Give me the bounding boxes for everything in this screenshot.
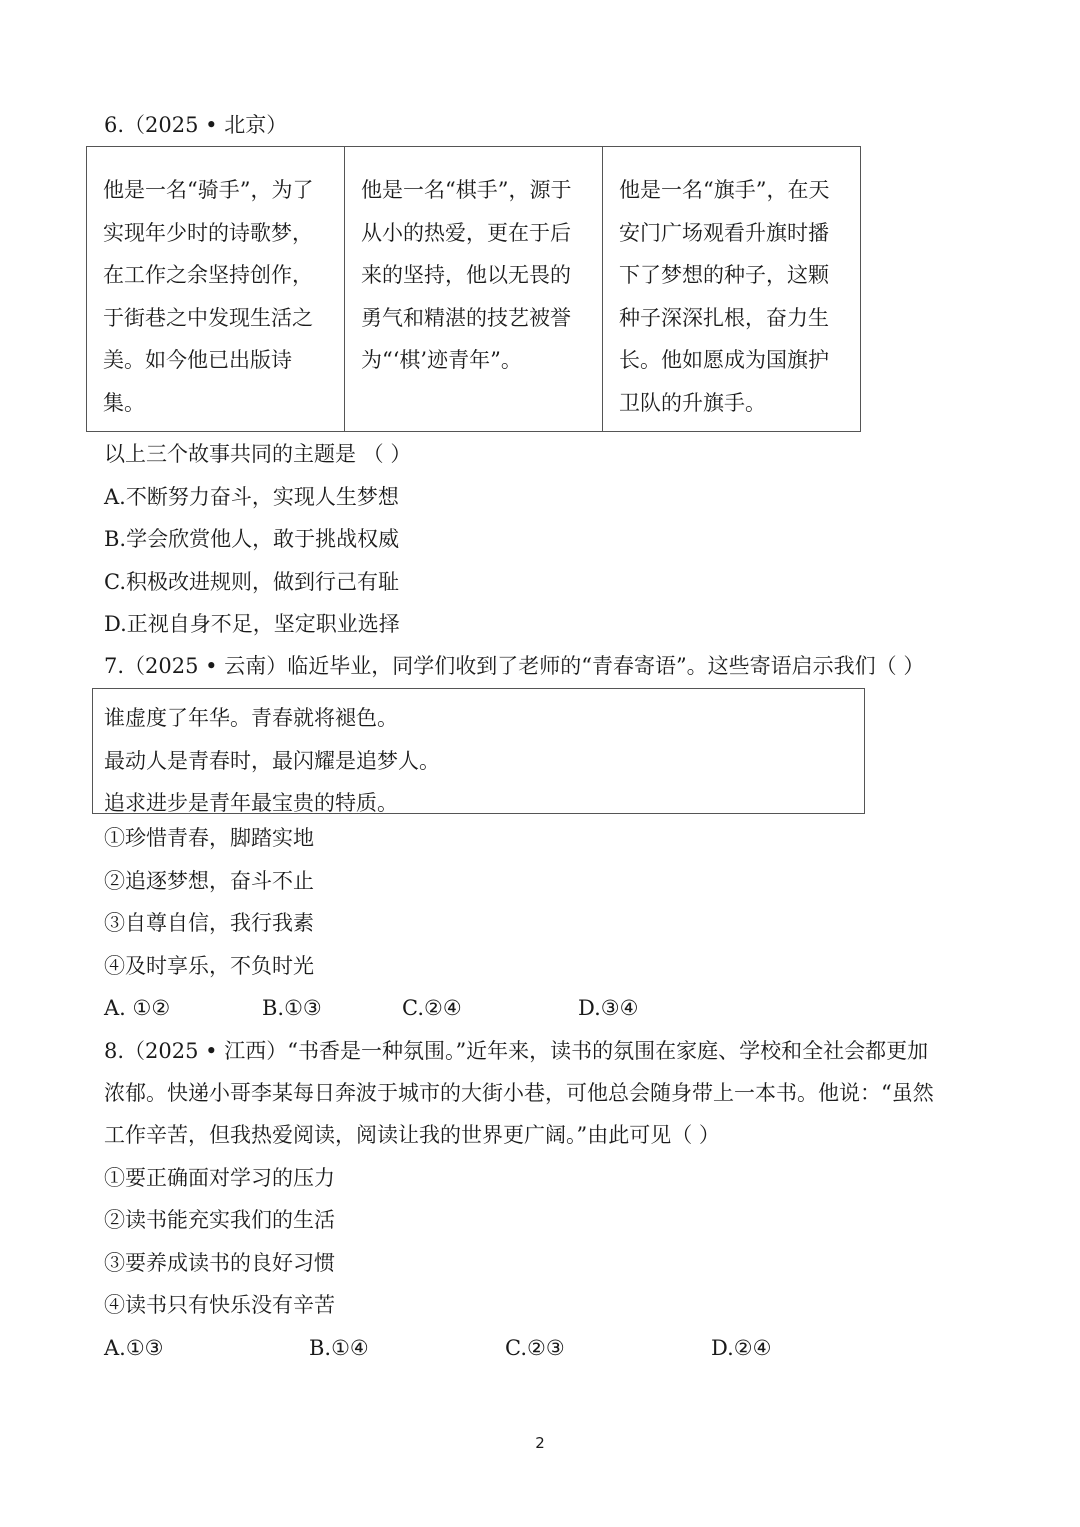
story-flag-bearer: 他是一名“旗手”，在天安门广场观看升旗时播下了梦想的种子，这颗种子深深扎根，奋力生长。他如愿成为国旗护卫队的升旗手。: [603, 147, 861, 432]
q6-stories-table: [86, 146, 861, 432]
q8-stem-line-3: 工作辛苦，但我热爱阅读，阅读让我的世界更广阔。”由此可见（ ）: [104, 1123, 720, 1147]
q8-statement-2: ②读书能充实我们的生活: [104, 1208, 335, 1232]
q8-statement-1: ①要正确面对学习的压力: [104, 1166, 335, 1190]
q7-quote: 最动人是青春时，最闪耀是追梦人。: [104, 748, 440, 773]
q8-statement-3: ③要养成读书的良好习惯: [104, 1251, 335, 1275]
q7-option-a: A. ①②: [104, 996, 171, 1020]
q8-statement-4: ④读书只有快乐没有辛苦: [104, 1293, 335, 1317]
q7-option-d: D.③④: [578, 996, 639, 1020]
q7-statement-2: ②追逐梦想，奋斗不止: [104, 869, 314, 893]
q8-option-c: C.②③: [505, 1336, 565, 1360]
q7-quote-box: [92, 688, 865, 814]
q6-option-d: D.正视自身不足，坚定职业选择: [104, 612, 400, 636]
q8-option-b: B.①④: [309, 1336, 369, 1360]
q6-option-b: B.学会欣赏他人，敢于挑战权威: [104, 527, 400, 551]
q6-option-a: A.不断努力奋斗，实现人生梦想: [104, 485, 399, 509]
q7-statement-4: ④及时享乐，不负时光: [104, 954, 314, 978]
q7-option-c: C.②④: [402, 996, 462, 1020]
q8-option-d: D.②④: [711, 1336, 772, 1360]
q7-quote: 追求进步是青年最宝贵的特质。: [104, 791, 398, 815]
q6-option-c: C.积极改进规则，做到行己有耻: [104, 570, 399, 594]
page-number: 2: [535, 1434, 545, 1452]
q7-statement-1: ①珍惜青春，脚踏实地: [104, 826, 314, 850]
q8-stem-line-1: 8.（2025 • 江西）“书香是一种氛围。”近年来，读书的氛围在家庭、学校和全社会都更加: [104, 1039, 929, 1063]
q6-question: 以上三个故事共同的主题是 （ ）: [104, 442, 412, 466]
q8-stem-line-2: 浓郁。快递小哥李某每日奔波于城市的大街小巷，可他总会随身带上一本书。他说：“虽然: [104, 1081, 934, 1105]
q7-statement-3: ③自尊自信，我行我素: [104, 911, 314, 935]
q7-quote: 谁虚度了年华。青春就将褪色。: [104, 706, 398, 730]
story-rider: 他是一名“骑手”，为了实现年少时的诗歌梦，在工作之余坚持创作，于街巷之中发现生活之美。如今他已出版诗集。: [87, 147, 345, 432]
q7-header: 7.（2025 • 云南）临近毕业，同学们收到了老师的“青春寄语”。这些寄语启示我们（ ）: [104, 654, 925, 678]
q6-header: 6.（2025 • 北京）: [104, 113, 288, 137]
story-chess-player: 他是一名“棋手”，源于从小的热爱，更在于后来的坚持，他以无畏的勇气和精湛的技艺被誉为“‘棋’迹青年”。: [345, 147, 603, 432]
q7-option-b: B.①③: [262, 996, 322, 1020]
q8-option-a: A.①③: [104, 1336, 164, 1360]
